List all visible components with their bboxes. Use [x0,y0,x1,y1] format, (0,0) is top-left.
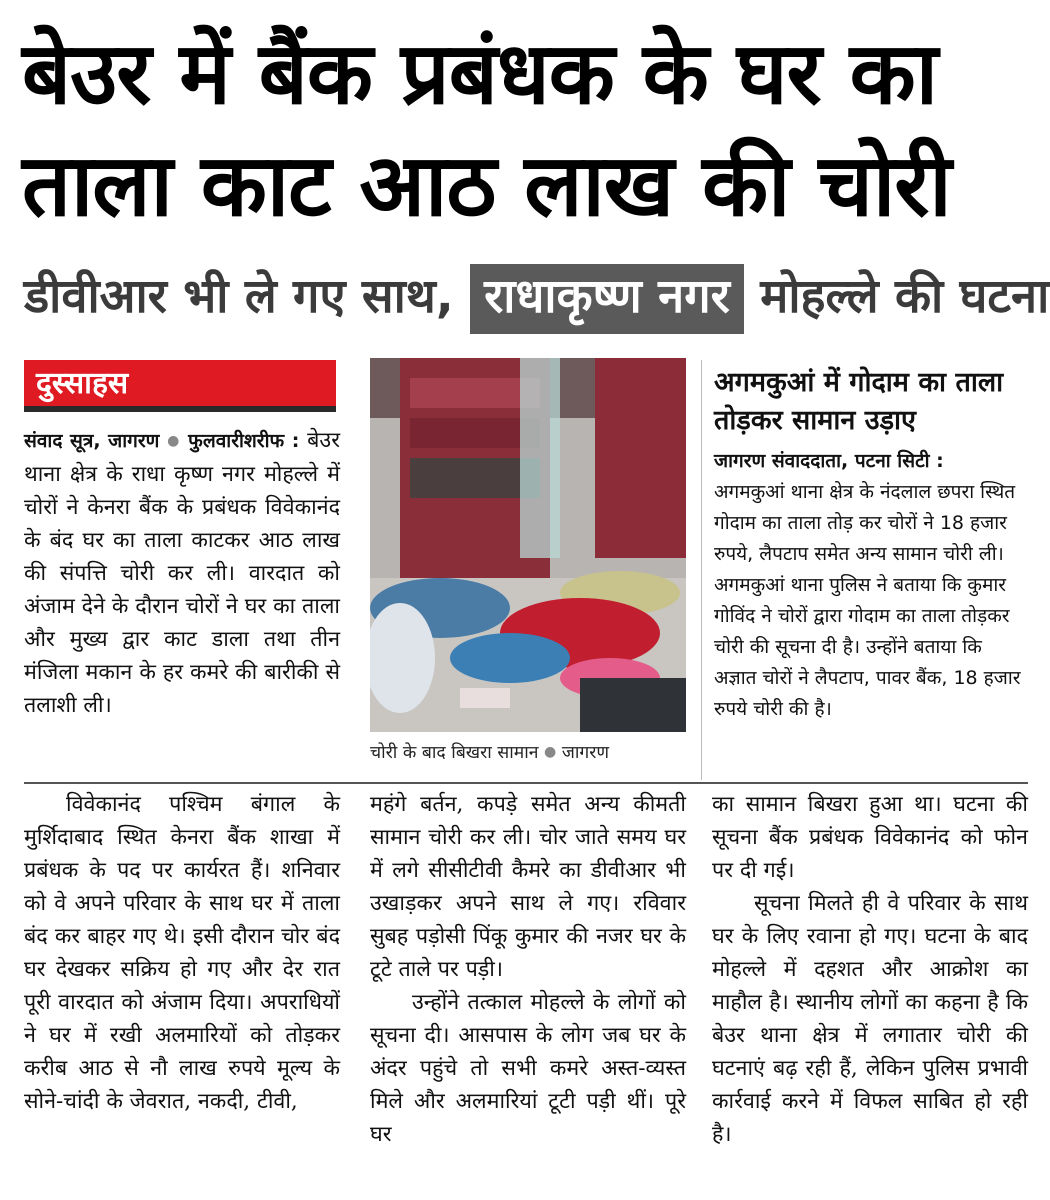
subheadline [24,262,1050,334]
main-story-paragraph-1: बेउर थाना क्षेत्र के राधा कृष्ण नगर मोहल्ले में चोरों ने केनरा बैंक के प्रबंधक विवेकानंद के बंद घर का ताला काटकर आठ लाख की संपत्ति चोरी कर ली। वारदात को अंजाम देने के दौरान चोरों ने घर का ताला और मुख्य द्वार काट डाला तथा तीन मंजिला मकान के हर कमरे की बारीकी से तलाशी ली। [24,428,340,718]
main-story-column-1-top [24,424,340,722]
subheadline-highlight: राधाकृष्ण नगर [470,264,744,334]
side-story [714,446,1024,725]
main-story-column-1-bottom [24,788,340,1118]
side-story-body: अगमकुआं थाना क्षेत्र के नंदलाल छपरा स्थित गोदाम का ताला तोड़ कर चोरों ने 18 हजार रुपये, लैपटाप समेत अन्य सामान चोरी ली। अगमकुआं थाना पुलिस ने बताया कि कुमार गोविंद ने चोरों द्वारा गोदाम का ताला तोड़कर चोरी की सूचना दी है। उन्होंने बताया कि अज्ञात चोरों ने लैपटाप, पावर बैंक, 18 हजार रुपये चोरी की है। [714,481,1021,720]
kicker-label [24,360,336,412]
bullet-dot-icon: ● [544,744,557,760]
byline-source: संवाद सूत्र, जागरण [24,430,160,452]
photo-caption [370,740,690,764]
main-story-paragraph-2: विवेकानंद पश्चिम बंगाल के मुर्शिदाबाद स्थित केनरा बैंक शाखा में प्रबंधक के पद पर कार्यरत हैं। शनिवार को वे अपने परिवार के साथ घर में ताला बंद कर बाहर गए थे। इसी दौरान चोर बंद घर देखकर सक्रिय हो गए और देर रात पूरी वारदात को अंजाम दिया। अपराधियों ने घर में रखी अलमारियों को तोड़कर करीब आठ से नौ लाख रुपये मूल्य के सोने-चांदी के जेवरात, नकदी, टीवी, [24,792,340,1114]
photo-credit: जागरण [561,743,610,763]
main-story-paragraph-6: सूचना मिलते ही वे परिवार के साथ घर के लिए रवाना हो गए। घटना के बाद मोहल्ले में दहशत और आक्रोश का माहौल है। स्थानीय लोगों का कहना है कि बेउर थाना क्षेत्र में लगातार चोरी की घटनाएं बढ़ रही हैं, लेकिन पुलिस प्रभावी कार्रवाई करने में विफल साबित हो रही है। [712,891,1028,1147]
main-story-paragraph-5: का सामान बिखरा हुआ था। घटना की सूचना बैंक प्रबंधक विवेकानंद को फोन पर दी गई। [712,792,1028,883]
news-photo [370,358,686,732]
side-story-byline: जागरण संवाददाता, पटना सिटी : [714,450,944,472]
kicker-text: दुस्साहस [36,366,129,401]
main-story-column-3 [712,788,1028,1151]
side-story-title: अगमकुआं में गोदाम का ताला तोड़कर सामान उड़ाए [714,367,1004,436]
byline-place: फुलवारीशरीफ : [188,430,300,452]
column-divider [701,360,702,780]
main-story-column-2 [370,788,686,1151]
ransacked-room-photo [370,358,686,732]
subheadline-before: डीवीआर भी ले गए साथ, [24,269,454,324]
headline-line-1: बेउर में बैंक प्रबंधक के घर का [22,24,937,124]
main-story-paragraph-4: उन्होंने तत्काल मोहल्ले के लोगों को सूचना दी। आसपास के लोग जब घर के अंदर पहुंचे तो सभी कमरे अस्त-व्यस्त मिले और अलमारियां टूटी पड़ी थीं। पूरे घर [370,990,686,1147]
byline [24,424,340,722]
photo-caption-text: चोरी के बाद बिखरा सामान [370,743,539,763]
headline-line-2: ताला काट आठ लाख की चोरी [22,136,951,236]
bullet-dot-icon: ● [167,433,181,449]
headline [22,18,1032,242]
subheadline-after: मोहल्ले की घटना [760,269,1050,324]
section-divider [24,782,1028,784]
main-story-paragraph-3: महंगे बर्तन, कपड़े समेत अन्य कीमती सामान चोरी कर ली। चोर जाते समय घर में लगे सीसीटीवी कैमरे का डीवीआर भी उखाड़कर अपने साथ ले गए। रविवार सुबह पड़ोसी पिंकू कुमार की नजर घर के टूटे ताले पर पड़ी। [370,792,686,982]
